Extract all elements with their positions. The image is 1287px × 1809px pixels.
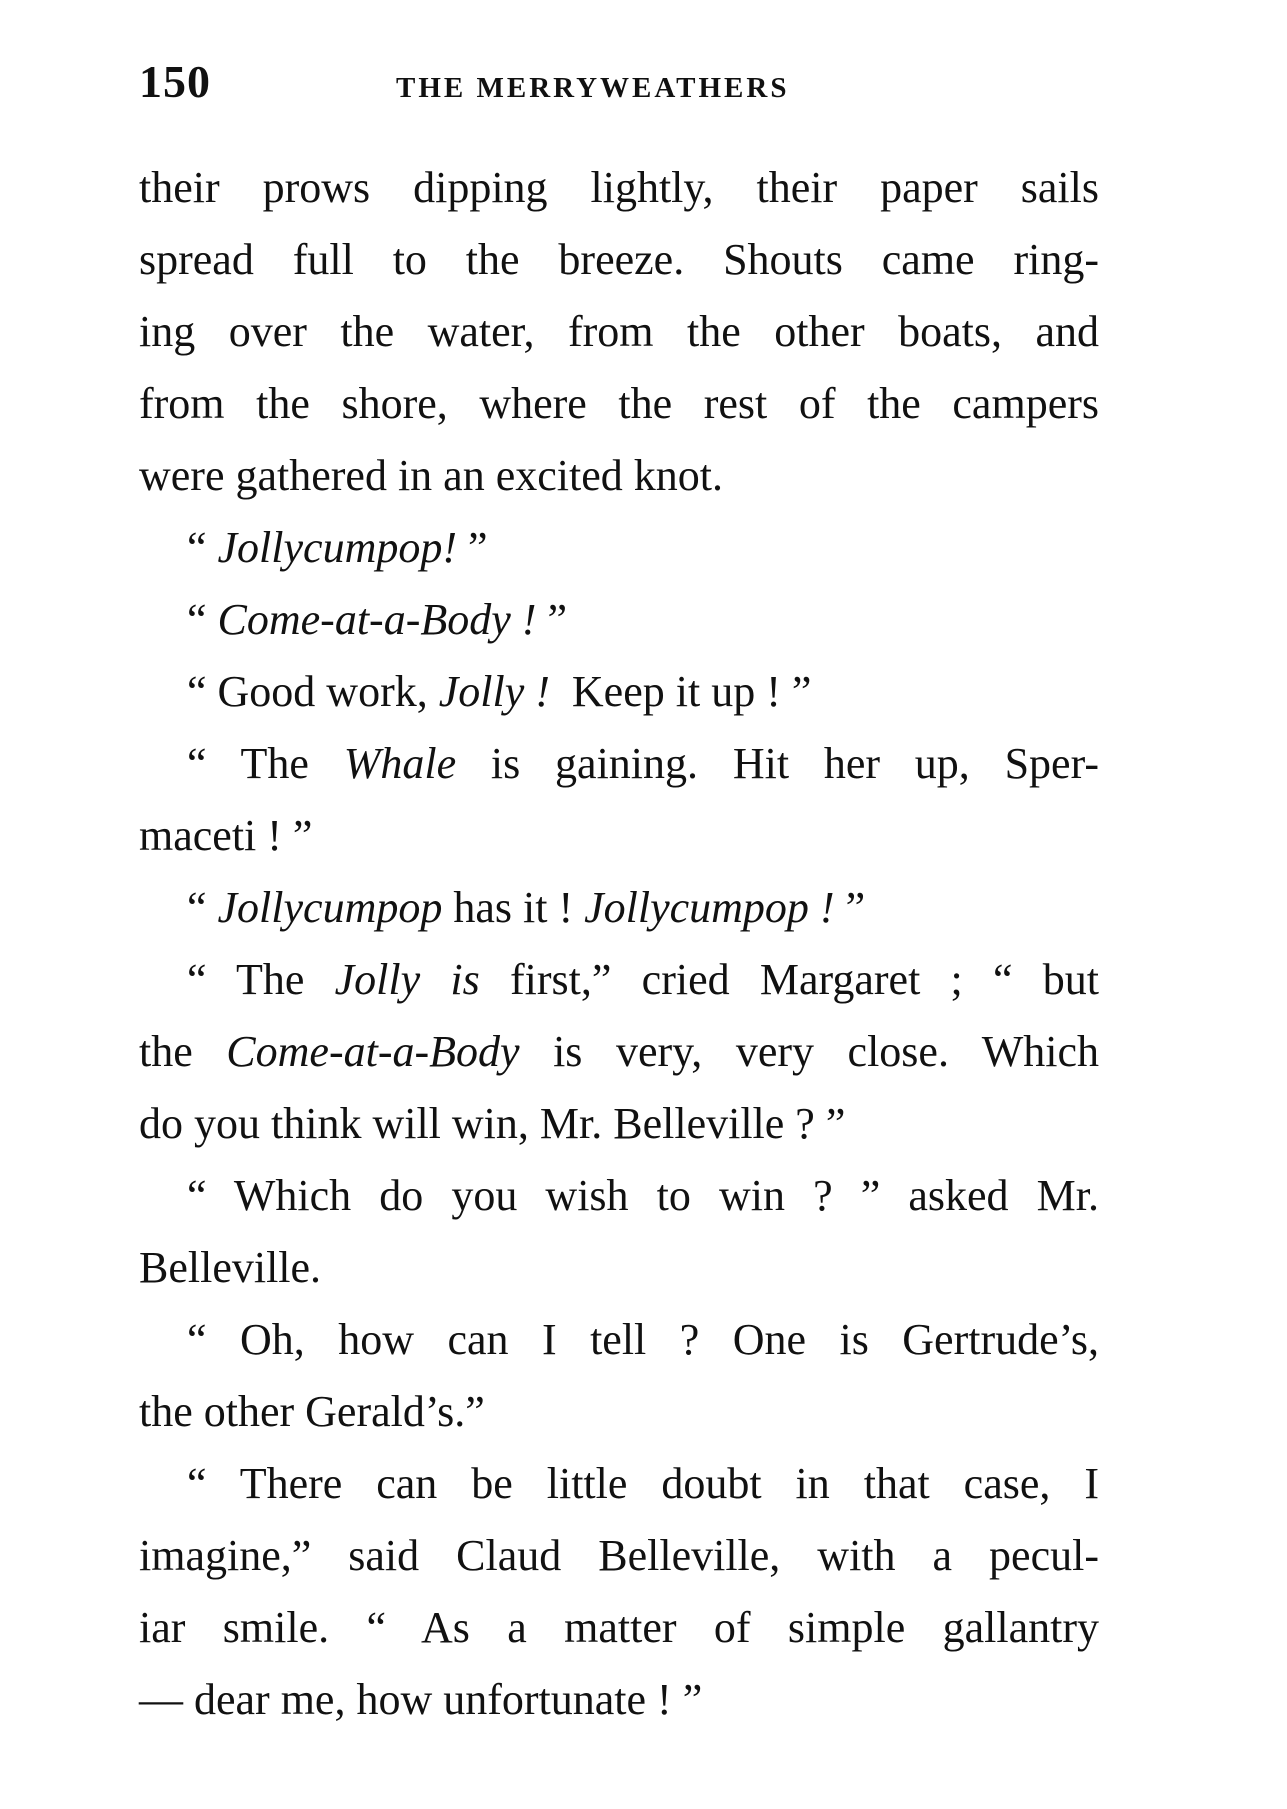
italic-text: Jolly	[334, 955, 421, 1004]
quote-mark: “	[187, 523, 218, 572]
dialogue-line	[139, 728, 1099, 800]
running-head	[139, 52, 1099, 112]
text-line	[139, 1016, 1099, 1088]
text-line: iar smile. “ As a matter of simple gallantry	[139, 1603, 1099, 1652]
italic-text: Jollycumpop!	[217, 523, 457, 572]
quote-mark: “	[187, 883, 218, 932]
text-line: ing over the water, from the other boats, and	[139, 307, 1099, 356]
text-line: their prows dipping lightly, their paper sails	[139, 163, 1099, 212]
quote-mark: ”	[834, 883, 866, 932]
text-run: first,” cried Margaret ; “ but	[479, 955, 1100, 1004]
italic-text: Jollycumpop	[217, 883, 443, 932]
text-line: spread full to the breeze. Shouts came ring-	[139, 235, 1099, 284]
book-title: THE MERRYWEATHERS	[396, 72, 790, 104]
italic-text: is	[450, 955, 480, 1004]
text-run: is gaining. Hit her up, Sper-	[456, 739, 1100, 788]
text-line: the other Gerald’s.”	[139, 1387, 485, 1436]
italic-text: Jollycumpop !	[584, 883, 835, 932]
dialogue-line: “ Which do you wish to win ? ” asked Mr.	[187, 1171, 1099, 1220]
quote-mark: “	[187, 595, 218, 644]
text-line: do you think will win, Mr. Belleville ? ”	[139, 1099, 846, 1148]
text-run: “ The	[187, 955, 335, 1004]
quote-mark: ”	[457, 523, 488, 572]
text-run: the	[139, 1027, 227, 1076]
text-line: from the shore, where the rest of the campers	[139, 379, 1099, 428]
dialogue-line	[139, 872, 1099, 944]
italic-text: Come-at-a-Body	[226, 1027, 520, 1076]
dialogue-line	[139, 656, 1099, 728]
text-run	[420, 955, 450, 1004]
text-run: Keep it up ! ”	[549, 667, 812, 716]
text-run: “ Good work,	[187, 667, 439, 716]
text-run: is very, very close. Which	[519, 1027, 1099, 1076]
text-line: — dear me, how unfortunate ! ”	[139, 1675, 703, 1724]
text-line: imagine,” said Claud Belleville, with a pecul-	[139, 1531, 1099, 1580]
text-run: has it !	[442, 883, 585, 932]
text-line: Belleville.	[139, 1243, 322, 1292]
text-line: were gathered in an excited knot.	[139, 451, 723, 500]
page-number: 150	[139, 56, 211, 107]
body-text	[139, 152, 1099, 1736]
dialogue-line	[139, 584, 1099, 656]
dialogue-line: “ Oh, how can I tell ? One is Gertrude’s,	[187, 1315, 1099, 1364]
quote-mark: ”	[536, 595, 567, 644]
italic-text: Come-at-a-Body !	[217, 595, 537, 644]
italic-text: Jolly !	[438, 667, 550, 716]
text-run: “ The	[187, 739, 344, 788]
dialogue-line	[139, 944, 1099, 1016]
italic-text: Whale	[343, 739, 457, 788]
dialogue-line	[139, 512, 1099, 584]
text-line: maceti ! ”	[139, 811, 313, 860]
dialogue-line: “ There can be little doubt in that case, I	[187, 1459, 1099, 1508]
